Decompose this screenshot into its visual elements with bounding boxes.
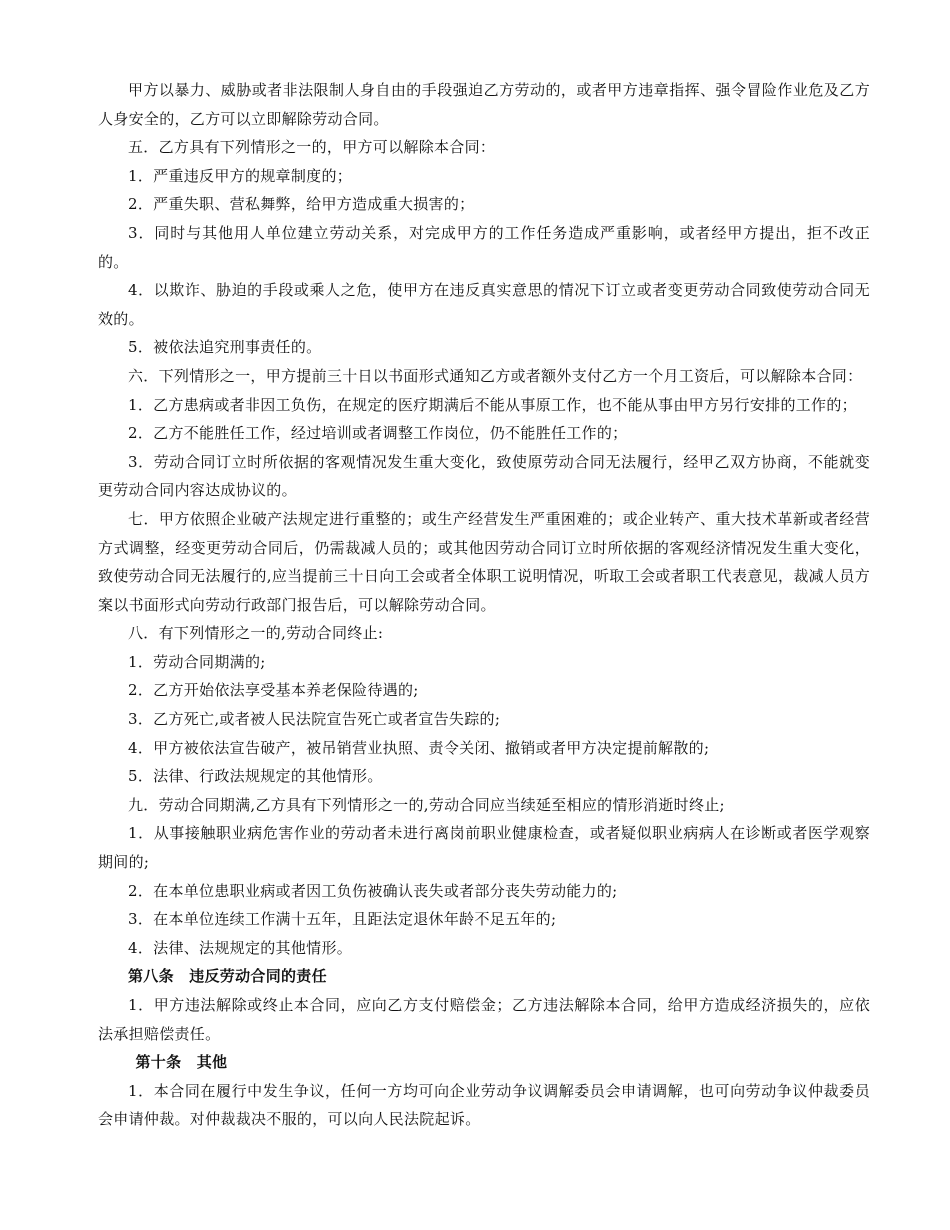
list-item: 2．乙方开始依法享受基本养老保险待遇的;: [128, 681, 419, 700]
list-item: 1．从事接触职业病危害作业的劳动者未进行离岗前职业健康检查，或者疑似职业病病人在诊断或者医学观察期间的;: [98, 824, 870, 872]
article-8-heading: 第八条 违反劳动合同的责任: [128, 967, 327, 986]
list-item: 3．在本单位连续工作满十五年，且距法定退休年龄不足五年的;: [128, 910, 557, 929]
list-item: 3．同时与其他用人单位建立劳动关系，对完成甲方的工作任务造成严重影响，或者经甲方提出，拒不改正的。: [98, 223, 870, 271]
list-item: 1．严重违反甲方的规章制度的；: [128, 166, 353, 185]
list-item: 2．在本单位患职业病或者因工负伤被确认丧失或者部分丧失劳动能力的;: [128, 881, 618, 900]
list-item: 1．劳动合同期满的;: [128, 652, 266, 671]
list-item: 4．法律、法规规定的其他情形。: [128, 938, 353, 957]
list-item: 1．甲方违法解除或终止本合同，应向乙方支付赔偿金；乙方违法解除本合同，给甲方造成经济损失的，应依法承担赔偿责任。: [98, 996, 870, 1043]
paragraph-coercion-termination: 甲方以暴力、威胁或者非法限制人身自由的手段强迫乙方劳动的，或者甲方违章指挥、强令冒险作业危及乙方人身安全的，乙方可以立即解除劳动合同。: [98, 81, 870, 128]
list-item: 1．乙方患病或者非因工负伤，在规定的医疗期满后不能从事原工作，也不能从事由甲方另行安排的工作的；: [128, 395, 857, 414]
list-item: 4．甲方被依法宣告破产，被吊销营业执照、责令关闭、撤销或者甲方决定提前解散的;: [128, 738, 710, 757]
list-item: 1．本合同在履行中发生争议，任何一方均可向企业劳动争议调解委员会申请调解，也可向劳动争议仲裁委员会申请仲裁。对仲裁裁决不服的，可以向人民法院起诉。: [98, 1081, 870, 1129]
list-item: 5．被依法追究刑事责任的。: [128, 338, 322, 357]
paragraph-section-5-heading: 五．乙方具有下列情形之一的，甲方可以解除本合同：: [128, 138, 496, 157]
list-item: 3．乙方死亡,或者被人民法院宣告死亡或者宣告失踪的;: [128, 710, 501, 729]
list-item: 3．劳动合同订立时所依据的客观情况发生重大变化，致使原劳动合同无法履行，经甲乙双方协商，不能就变更劳动合同内容达成协议的。: [98, 452, 870, 500]
paragraph-section-8-heading: 八．有下列情形之一的,劳动合同终止:: [128, 624, 384, 643]
article-10-heading: 第十条 其他: [135, 1053, 228, 1072]
paragraph-section-9-heading: 九．劳动合同期满,乙方具有下列情形之一的,劳动合同应当续延至相应的情形消逝时终止;: [128, 795, 725, 814]
document-body: [98, 76, 870, 1134]
list-item: 2．乙方不能胜任工作，经过培训或者调整工作岗位，仍不能胜任工作的；: [128, 424, 628, 443]
list-item: 5．法律、行政法规规定的其他情形。: [128, 767, 383, 786]
paragraph-section-7: 七．甲方依照企业破产法规定进行重整的；或生产经营发生严重困难的；或企业转产、重大技术革新或者经营方式调整，经变更劳动合同后，仍需裁减人员的；或其他因劳动合同订立时所依据的客观经济情况发生重大变化，致使劳动合同无法履行的,应当提前三十日向工会或者全体职工说明情况，听取工会或者职工代表意见，裁减人员方案以书面形式向劳动行政部门报告后，可以解除劳动合同。: [98, 509, 870, 614]
paragraph-section-6-heading: 六．下列情形之一，甲方提前三十日以书面形式通知乙方或者额外支付乙方一个月工资后，可以解除本合同：: [128, 366, 863, 385]
list-item: 4．以欺诈、胁迫的手段或乘人之危，使甲方在违反真实意思的情况下订立或者变更劳动合同致使劳动合同无效的。: [98, 281, 870, 328]
list-item: 2．严重失职、营私舞弊，给甲方造成重大损害的；: [128, 195, 475, 214]
